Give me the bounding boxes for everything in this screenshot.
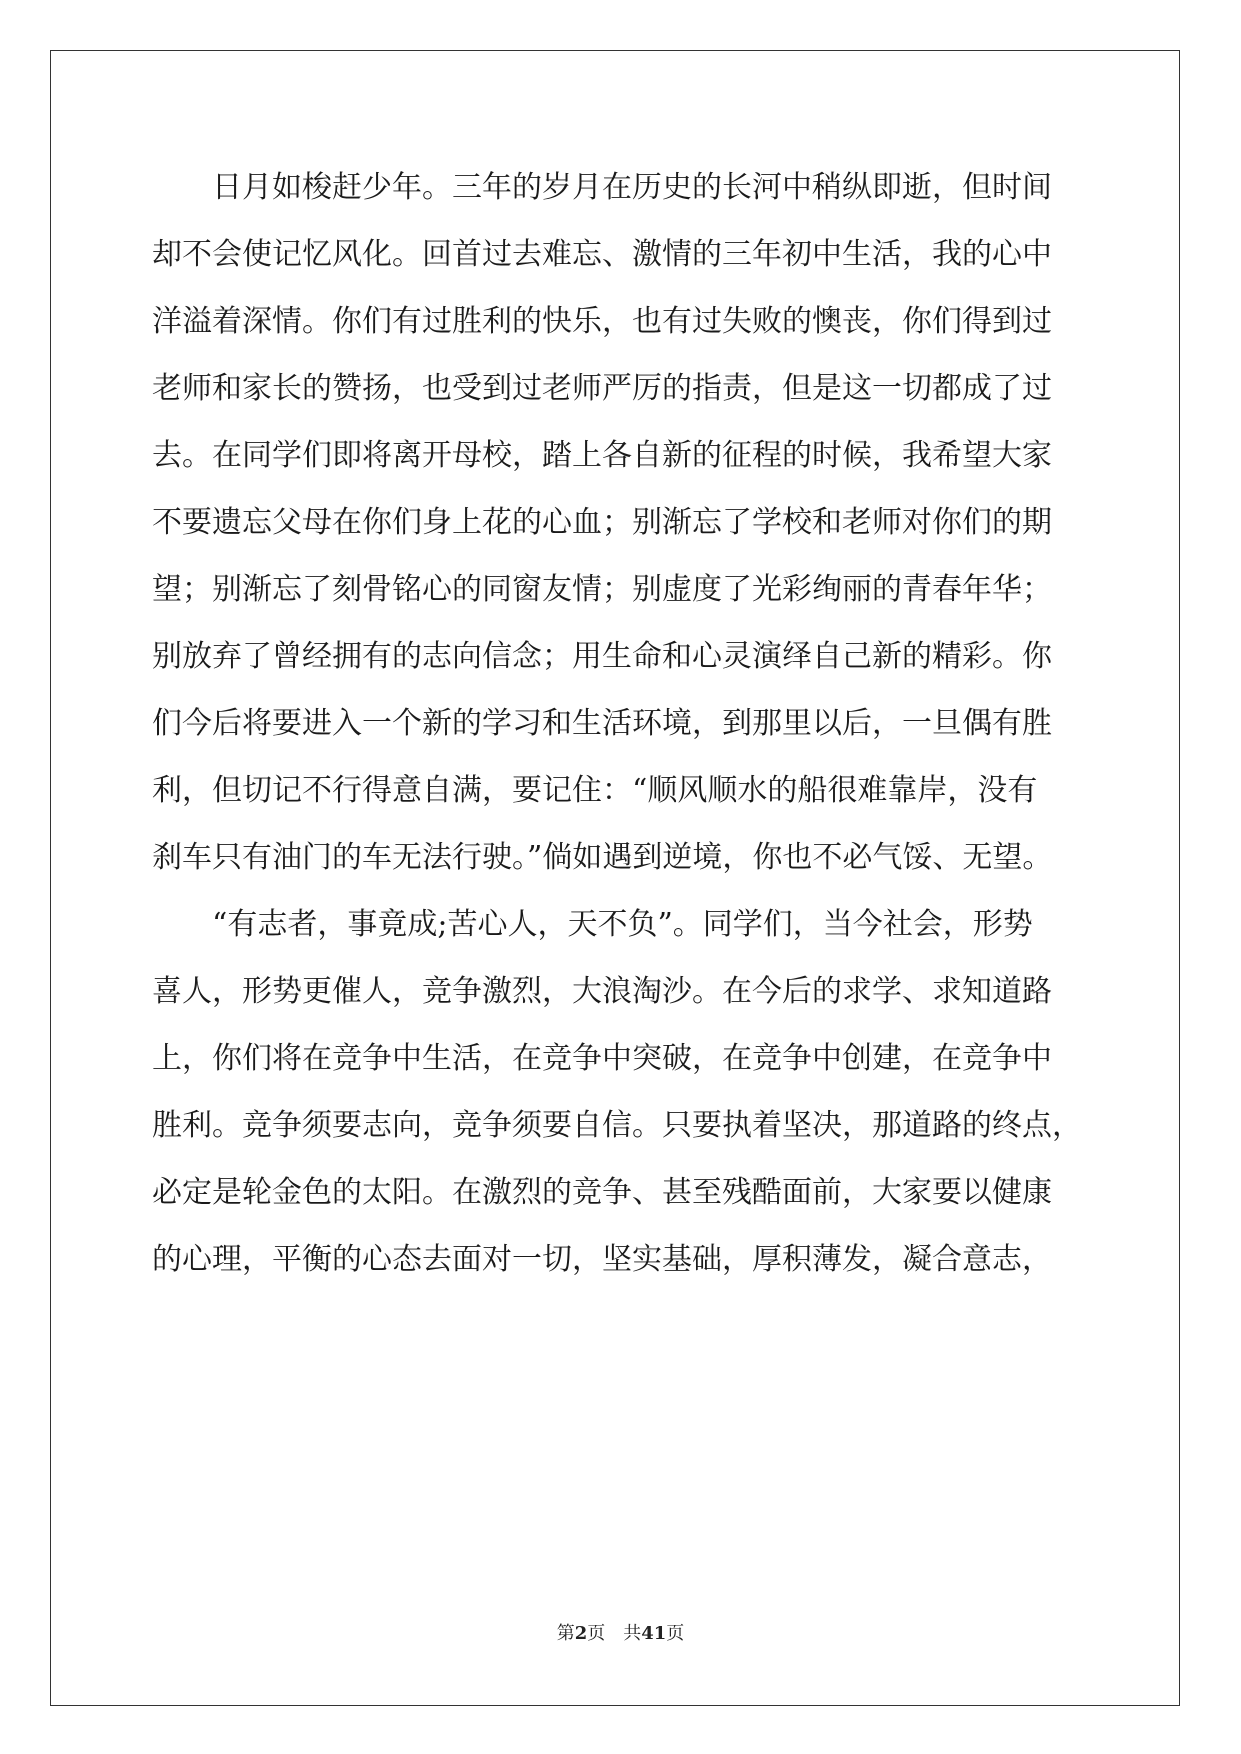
text-line: 老师和家长的赞扬，也受到过老师严厉的指责，但是这一切都成了过 (152, 371, 1052, 406)
footer-prefix: 第 (556, 1623, 575, 1644)
page-border (50, 50, 1180, 1706)
footer-total-prefix: 共 (623, 1623, 642, 1644)
text-line: 必定是轮金色的太阳。在激烈的竞争、甚至残酷面前，大家要以健康 (152, 1175, 1052, 1210)
text-line: 喜人，形势更催人，竞争激烈，大浪淘沙。在今后的求学、求知道路 (152, 974, 1052, 1009)
text-line: 们今后将要进入一个新的学习和生活环境，到那里以后，一旦偶有胜 (152, 706, 1052, 741)
text-line: “有志者，事竟成;苦心人，天不负”。同学们，当今社会，形势 (152, 907, 1033, 942)
text-line: 胜利。竞争须要志向，竞争须要自信。只要执着坚决，那道路的终点， (152, 1108, 1082, 1143)
text-line: 洋溢着深情。你们有过胜利的快乐，也有过失败的懊丧，你们得到过 (152, 304, 1052, 339)
footer-total-suffix: 页 (666, 1623, 685, 1644)
page-footer (0, 1622, 1241, 1646)
text-line: 日月如梭赶少年。三年的岁月在历史的长河中稍纵即逝，但时间 (152, 170, 1052, 205)
text-line: 上，你们将在竞争中生活，在竞争中突破，在竞争中创建，在竞争中 (152, 1041, 1052, 1076)
footer-page-suffix: 页 (587, 1623, 606, 1644)
text-line: 别放弃了曾经拥有的志向信念；用生命和心灵演绎自己新的精彩。你 (152, 639, 1052, 674)
text-line: 刹车只有油门的车无法行驶。”倘如遇到逆境，你也不必气馁、无望。 (152, 840, 1053, 875)
text-line: 却不会使记忆风化。回首过去难忘、激情的三年初中生活，我的心中 (152, 237, 1052, 272)
text-line: 的心理，平衡的心态去面对一切，坚实基础，厚积薄发，凝合意志， (152, 1242, 1052, 1277)
text-line: 利，但切记不行得意自满，要记住：“顺风顺水的船很难靠岸，没有 (152, 773, 1038, 808)
text-line: 去。在同学们即将离开母校，踏上各自新的征程的时候，我希望大家 (152, 438, 1052, 473)
total-pages-number: 41 (641, 1623, 667, 1644)
current-page-number: 2 (574, 1623, 588, 1644)
text-line: 不要遗忘父母在你们身上花的心血；别渐忘了学校和老师对你们的期 (152, 505, 1052, 540)
text-line: 望；别渐忘了刻骨铭心的同窗友情；别虚度了光彩绚丽的青春年华； (152, 572, 1052, 607)
